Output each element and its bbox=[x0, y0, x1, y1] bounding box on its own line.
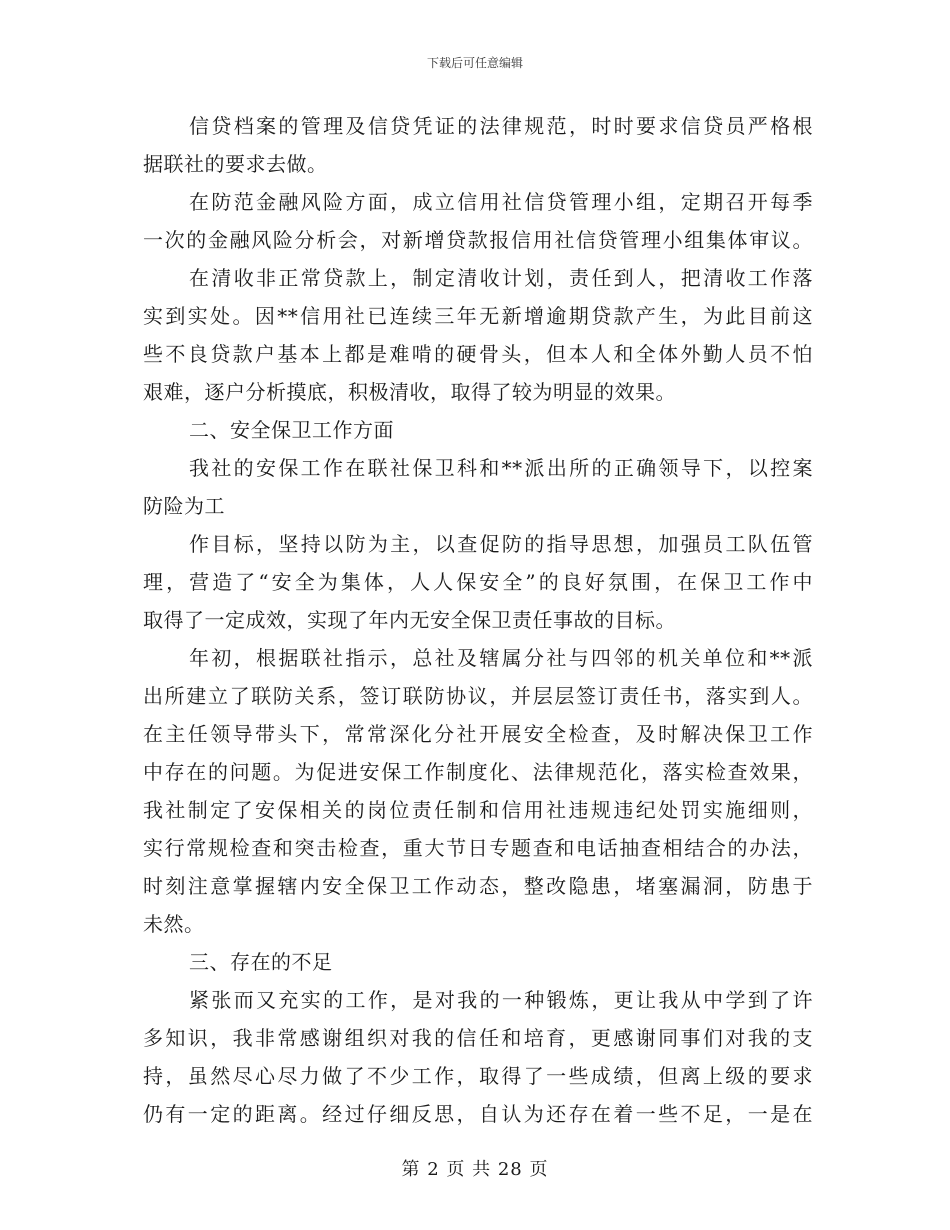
text-line: 在清收非正常贷款上，制定清收计划，责任到人，把清收工作落 bbox=[189, 266, 813, 290]
text-line: 防险为工 bbox=[143, 494, 225, 518]
document-body bbox=[143, 107, 813, 1133]
text-line: 仍有一定的距离。经过仔细反思，自认为还存在着一些不足，一是在 bbox=[143, 1102, 813, 1126]
text-line: 时刻注意掌握辖内安全保卫工作动态，整改隐患，堵塞漏洞，防患于 bbox=[143, 874, 813, 898]
text-line: 紧张而又充实的工作，是对我的一种锻炼，更让我从中学到了许 bbox=[189, 988, 813, 1012]
text-line: 据联社的要求去做。 bbox=[143, 152, 328, 176]
section-heading bbox=[143, 411, 813, 449]
text-line: 理，营造了“安全为集体，人人保安全”的良好氛围，在保卫工作中 bbox=[143, 570, 813, 594]
paragraph bbox=[143, 639, 813, 943]
paragraph bbox=[143, 259, 813, 411]
text-line: 年初，根据联社指示，总社及辖属分社与四邻的机关单位和**派 bbox=[189, 646, 813, 670]
text-line: 一次的金融风险分析会，对新增贷款报信用社信贷管理小组集体审议。 bbox=[143, 228, 813, 252]
text-line: 实到实处。因**信用社已连续三年无新增逾期贷款产生，为此目前这 bbox=[143, 304, 813, 328]
text-line: 作目标，坚持以防为主，以查促防的指导思想，加强员工队伍管 bbox=[189, 532, 813, 556]
text-line: 信贷档案的管理及信贷凭证的法律规范，时时要求信贷员严格根 bbox=[189, 114, 813, 138]
text-line: 艰难，逐户分析摸底，积极清收，取得了较为明显的效果。 bbox=[143, 380, 676, 404]
text-line: 些不良贷款户基本上都是难啃的硬骨头，但本人和全体外勤人员不怕 bbox=[143, 342, 813, 366]
text-line: 在主任领导带头下，常常深化分社开展安全检查，及时解决保卫工作 bbox=[143, 722, 813, 746]
paragraph bbox=[143, 107, 813, 183]
text-line: 取得了一定成效，实现了年内无安全保卫责任事故的目标。 bbox=[143, 608, 676, 632]
text-line: 在防范金融风险方面，成立信用社信贷管理小组，定期召开每季 bbox=[189, 190, 813, 214]
paragraph bbox=[143, 525, 813, 639]
paragraph bbox=[143, 981, 813, 1133]
paragraph bbox=[143, 449, 813, 525]
text-line: 多知识，我非常感谢组织对我的信任和培育，更感谢同事们对我的支 bbox=[143, 1026, 813, 1050]
section-heading-text: 二、安全保卫工作方面 bbox=[189, 418, 394, 442]
text-line: 实行常规检查和突击检查，重大节日专题查和电话抽查相结合的办法， bbox=[143, 836, 813, 860]
text-line: 中存在的问题。为促进安保工作制度化、法律规范化，落实检查效果， bbox=[143, 760, 813, 784]
paragraph bbox=[143, 183, 813, 259]
page-header: 下载后可任意编辑 bbox=[426, 56, 523, 70]
page-footer: 第 2 页 共 28 页 bbox=[401, 1159, 549, 1180]
section-heading bbox=[143, 943, 813, 981]
text-line: 我社的安保工作在联社保卫科和**派出所的正确领导下，以控案 bbox=[189, 456, 813, 480]
text-line: 持，虽然尽心尽力做了不少工作，取得了一些成绩，但离上级的要求 bbox=[143, 1064, 813, 1088]
section-heading-text: 三、存在的不足 bbox=[189, 950, 333, 974]
text-line: 未然。 bbox=[143, 912, 205, 936]
text-line: 我社制定了安保相关的岗位责任制和信用社违规违纪处罚实施细则， bbox=[143, 798, 813, 822]
text-line: 出所建立了联防关系，签订联防协议，并层层签订责任书，落实到人。 bbox=[143, 684, 813, 708]
